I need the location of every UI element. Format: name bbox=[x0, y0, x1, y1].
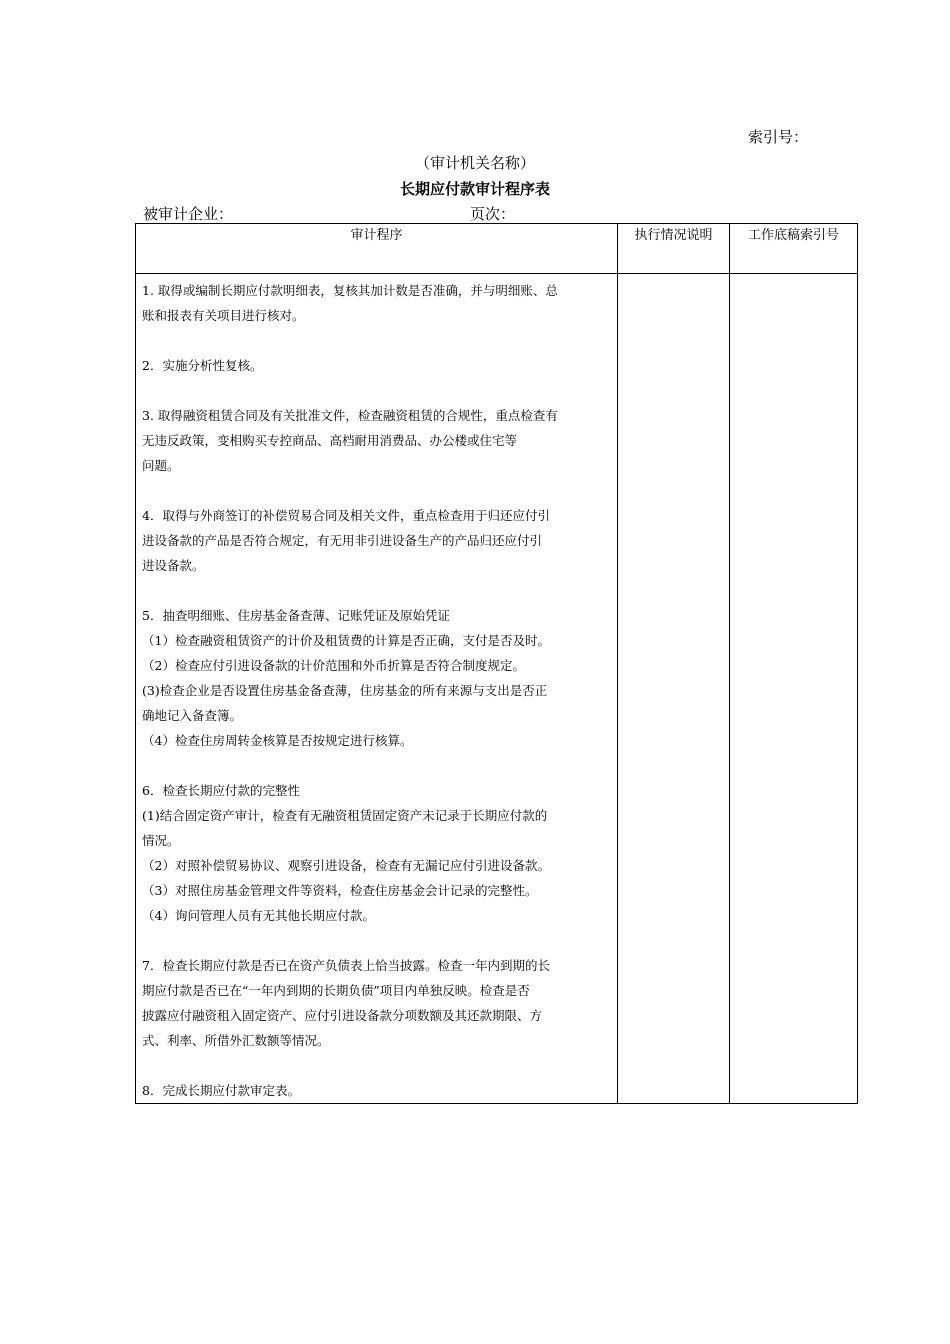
procedure-line: （2）对照补偿贸易协议、观察引进设备，检查有无漏记应付引进设备款。 bbox=[142, 858, 550, 873]
procedure-cell bbox=[136, 274, 618, 1104]
procedure-line: 8．完成长期应付款审定表。 bbox=[142, 1083, 300, 1098]
procedure-line: （3）对照住房基金管理文件等资料，检查住房基金会计记录的完整性。 bbox=[142, 883, 538, 898]
procedure-line: 问题。 bbox=[142, 458, 180, 473]
procedure-line: 无违反政策，变相购买专控商品、高档耐用消费品、办公楼或住宅等 bbox=[142, 433, 518, 448]
procedure-line: 期应付款是否已在“一年内到期的长期负债”项目内单独反映。检查是否 bbox=[142, 983, 530, 998]
procedure-line: 进设备款。 bbox=[142, 558, 205, 573]
procedure-line: 确地记入备查簿。 bbox=[142, 708, 243, 723]
audited-company-label: 被审计企业： bbox=[143, 205, 234, 223]
procedure-line: 6．检查长期应付款的完整性 bbox=[142, 783, 300, 798]
procedure-item-3 bbox=[142, 403, 611, 478]
procedure-line: 2．实施分析性复核。 bbox=[142, 358, 263, 373]
column-header-workpaper-index: 工作底稿索引号 bbox=[730, 224, 858, 274]
table-body-row bbox=[136, 274, 858, 1104]
procedure-item-7 bbox=[142, 953, 611, 1053]
column-header-execution: 执行情况说明 bbox=[618, 224, 730, 274]
procedure-line: （1）检查融资租赁资产的计价及租赁费的计算是否正确，支付是否及时。 bbox=[142, 633, 550, 648]
procedure-line: 情况。 bbox=[142, 833, 180, 848]
procedure-item-4 bbox=[142, 503, 611, 578]
procedure-line: 5．抽查明细账、住房基金备查薄、记账凭证及原始凭证 bbox=[142, 608, 450, 623]
procedure-line: 账和报表有关项目进行核对。 bbox=[142, 308, 305, 323]
page-number-label: 页次： bbox=[470, 205, 516, 223]
procedure-item-8 bbox=[142, 1078, 611, 1103]
procedure-line: 1. 取得或编制长期应付款明细表，复核其加计数是否准确，并与明细账、总 bbox=[142, 283, 558, 298]
procedure-line: 7．检查长期应付款是否已在资产负债表上恰当披露。检查一年内到期的长 bbox=[142, 958, 550, 973]
procedure-line: 3. 取得融资租赁合同及有关批准文件，检查融资租赁的合规性，重点检查有 bbox=[142, 408, 558, 423]
table-header-row bbox=[136, 224, 858, 274]
execution-notes-cell[interactable] bbox=[618, 274, 730, 1104]
procedure-line: 进设备款的产品是否符合规定，有无用非引进设备生产的产品归还应付引 bbox=[142, 533, 543, 548]
workpaper-index-cell[interactable] bbox=[730, 274, 858, 1104]
procedure-line: 4．取得与外商签订的补偿贸易合同及相关文件，重点检查用于归还应付引 bbox=[142, 508, 550, 523]
page-title: 长期应付款审计程序表 bbox=[399, 180, 550, 198]
index-number-label: 索引号： bbox=[748, 128, 809, 146]
procedure-line: (3)检查企业是否设置住房基金备查薄，住房基金的所有来源与支出是否正 bbox=[142, 683, 548, 698]
column-header-procedure: 审计程序 bbox=[136, 224, 618, 274]
procedure-item-2 bbox=[142, 353, 611, 378]
procedure-item-6 bbox=[142, 778, 611, 928]
procedure-line: (1)结合固定资产审计，检查有无融资租赁固定资产未记录于长期应付款的 bbox=[142, 808, 548, 823]
procedure-line: （4）检查住房周转金核算是否按规定进行核算。 bbox=[142, 733, 413, 748]
procedure-line: 式、利率、所借外汇数额等情况。 bbox=[142, 1033, 330, 1048]
procedure-line: 披露应付融资租入固定资产、应付引进设备款分项数额及其还款期限、方 bbox=[142, 1008, 543, 1023]
agency-name: （审计机关名称） bbox=[414, 154, 535, 172]
procedure-line: （4）询问管理人员有无其他长期应付款。 bbox=[142, 908, 375, 923]
procedure-item-5 bbox=[142, 603, 611, 753]
procedure-item-1 bbox=[142, 278, 611, 328]
audit-procedure-table bbox=[135, 223, 858, 1104]
procedure-line: （2）检查应付引进设备款的计价范围和外币折算是否符合制度规定。 bbox=[142, 658, 525, 673]
